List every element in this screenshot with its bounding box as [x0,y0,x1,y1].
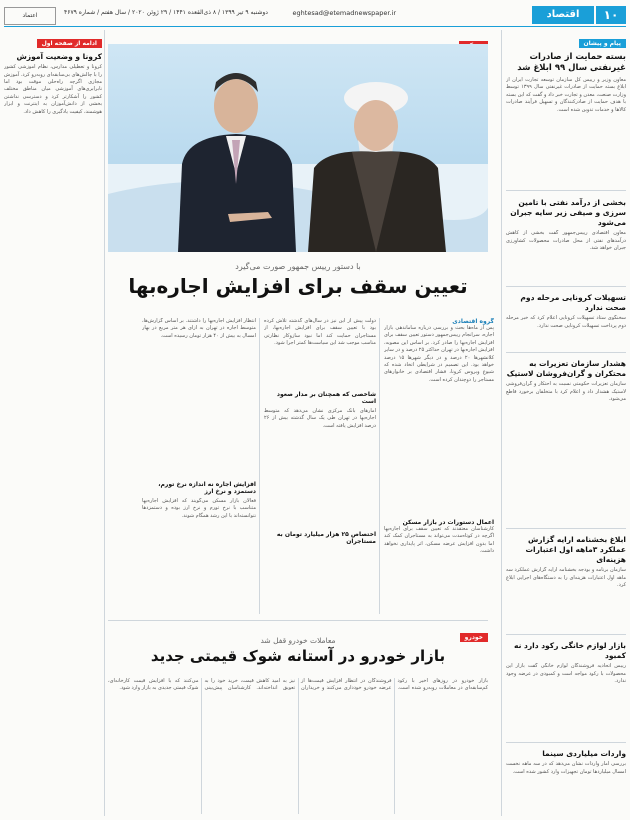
masthead-rule [4,26,626,27]
article-title: کرونا و وضعیت آموزش [16,52,102,61]
news-brief-body: سازمان برنامه و بودجه بخشنامه ارایه گزارش عملکرد سه ماهه اول اعتبارات هزینه‌ای را به دستگاه‌های اجرایی ابلاغ کرد. [506,567,626,589]
masthead [4,6,626,24]
article-body: کرونا و تعطیلی مدارس، نظام آموزشی کشور را با چالش‌های بی‌سابقه‌ای روبه‌رو کرد. آموزش مجازی اگرچه راه‌حلی موقت بود اما نابرابری‌های آموزشی میان مناطق مختلف کشور را آشکارتر کرد و دسترسی نداشتن بخشی از دانش‌آموزان به اینترنت و ابزار هوشمند، کیفیت یادگیری را کاهش داد. [4,64,102,115]
divider [506,286,626,287]
sub-article-body [108,678,488,814]
right-news-column [506,30,626,816]
news-brief-body: بررسی آمار واردات نشان می‌دهد که در سه ماهه نخست امسال میلیاردها تومان تجهیزات وارد کشور شده است. [506,761,626,775]
article-body: کارشناسان معتقدند که تعیین سقف برای اجاره‌بها اگرچه در کوتاه‌مدت می‌تواند به مستاجران کمک کند اما بدون افزایش عرضه مسکن، اثر پایداری نخواهد داشت. [384,526,494,555]
lead-photo-illustration [108,44,488,252]
subheading: اعمال دستورات در بازار مسکن [402,519,494,526]
news-brief [506,532,626,632]
article-body: انتظار افزایش اجاره‌بها را داشتند. بر اساس گزارش‌ها، متوسط اجاره در تهران به ازای هر متر مربع در بهار امسال به بیش از ۴۰ هزار تومان رسیده است. [142,318,256,339]
subheading: افزایش اجاره نه اندازه نرخ تورم، دستمزد و نرخ ارز [158,481,256,495]
divider [506,352,626,353]
news-brief-title: هشدار سازمان تعزیرات به محتکران و گران‌فروشان لاستیک [506,359,626,379]
news-brief-title: تسهیلات کرونایی مرحله دوم صحت ندارد [520,293,626,313]
divider [506,190,626,191]
auto-section-tag: خودرو [460,633,488,642]
section-label: اقتصاد [532,6,594,24]
divider [506,528,626,529]
main-article-col2 [264,318,376,614]
news-brief-title: بسته حمایت از صادرات غیرنفتی سال ۹۹ ابلاغ شد [517,52,626,74]
news-brief [506,49,626,199]
news-brief-title: بخشی از درآمد نفتی با تامین سرزی و صیفی زیر سایه جبران می‌شود [510,198,626,228]
column-divider [501,30,502,816]
news-brief [506,195,626,283]
lead-photo [108,44,488,252]
news-brief [506,638,626,738]
news-brief [506,356,626,526]
news-brief [506,746,626,816]
news-brief [506,290,626,350]
subheading: شاخصی که همچنان بر مدار صعود است [276,391,376,405]
column-divider [379,318,380,614]
article-body: بازار خودرو در روزهای اخیر با رکود کم‌سابقه‌ای در معاملات روبه‌رو شده است. فروشندگان در انتظار افزایش قیمت‌ها از عرضه خودرو خودداری می‌کنند و خریداران نیز به امید کاهش قیمت، خرید خود را به تعویق انداخته‌اند. کارشناسان پیش‌بینی می‌کنند که با افزایش قیمت کارخانه‌ای، شوک قیمتی جدیدی به بازار وارد شود. [108,678,488,692]
main-article-col1 [384,318,494,614]
page-number: ۱۰ [596,6,626,24]
news-brief-title: بازار لوازم خانگی رکود دارد نه کمبود [514,641,626,661]
sub-headline: بازار خودرو در آستانه شوک قیمتی جدید [150,647,446,665]
column-divider [259,318,260,614]
divider [108,620,488,621]
headline-kicker: با دستور رییس جمهور صورت می‌گیرد [235,262,361,271]
article-body: آمارهای بانک مرکزی نشان می‌دهد که متوسط اجاره‌بها در تهران طی یک سال گذشته بیش از ۲۶ درصد افزایش یافته است. [264,408,376,429]
news-brief-title: ابلاغ بخشنامه ارایه گزارش عملکرد ۳ماهه اول اعتبارات هزینه‌ای [525,535,626,565]
divider [506,634,626,635]
news-brief-body: معاون وزیر و رییس کل سازمان توسعه تجارت ایران از ابلاغ بسته حمایت از صادرات غیرنفتی سال ۱۳۹۹ توسط وزارت صنعت، معدن و تجارت خبر داد و گفت که این بسته با هدف حمایت از صادرکنندگان و تسهیل فرآیند صادرات کالاها و خدمات تدوین شده است. [506,76,626,113]
headline-block [108,262,488,298]
byline: گروه اقتصادی [452,318,494,325]
news-brief-body: معاون اقتصادی رییس‌جمهور گفت بخشی از کاهش درآمدهای نفتی از محل صادرات محصولات کشاورزی جبران خواهد شد. [506,230,626,252]
column-divider [104,30,105,816]
news-brief-title: واردات میلیاردی سینما [542,749,626,758]
main-headline: تعیین سقف برای افزایش اجاره‌بها [128,274,468,298]
subheading: اختصاص ۲۵ هزار میلیارد تومان به مستاجران [276,531,376,545]
divider [506,742,626,743]
news-brief-body: سخنگوی ستاد تسهیلات کرونایی اعلام کرد که خبر مرحله دوم پرداخت تسهیلات کرونایی صحت ندارد. [506,315,626,329]
news-brief-body: سازمان تعزیرات حکومتی نسبت به احتکار و گران‌فروشی لاستیک هشدار داد و اعلام کرد با متخلفان برخورد قاطع می‌شود. [506,381,626,403]
date-line: دوشنبه ۹ تیر ۱۳۹۹ / ۸ ذی‌القعده ۱۴۴۱ / ۲۹ ژوئن ۲۰۲۰ / سال هفتم / شماره ۴۶۷۹ [64,9,268,16]
news-brief-body: رییس اتحادیه فروشندگان لوازم خانگی گفت بازار این محصولات با رکود مواجه است و کمبودی در عرضه وجود ندارد. [506,663,626,685]
website-address[interactable]: eghtesad@etemadnewspaper.ir [292,9,396,17]
left-continued-column [4,30,102,816]
article-body: دولت پیش از این نیز در سال‌های گذشته تلاش کرده بود با تعیین سقف برای افزایش اجاره‌بها، از مستاجران حمایت کند اما نبود سازوکار نظارتی مناسب موجب شد این سیاست‌ها کمتر اجرا شود. [264,318,376,347]
sub-headline-block [108,636,488,665]
right-column-tag: پیام و پیشان [579,39,626,48]
article-body: فعالان بازار مسکن می‌گویند که افزایش اجاره‌بها متناسب با نرخ تورم و نرخ ارز بوده و دستمزدها نتوانسته‌اند با این رشد همگام شوند. [142,498,256,519]
article-body: پس از ماه‌ها بحث و بررسی درباره ساماندهی بازار اجاره، سرانجام رییس‌جمهور دستور تعیین سقف برای افزایش اجاره‌بها را صادر کرد. بر اساس این مصوبه، افزایش اجاره‌بها در تهران حداکثر ۲۵ درصد و در سایر کلانشهرها ۲۰ درصد و در دیگر شهرها ۱۵ درصد خواهد بود. این تصمیم در شرایطی اتخاذ شده که شیوع ویروس کرونا، فشار اقتصادی بر خانوارهای مستاجر را دوچندان کرده است. [384,325,494,383]
continued-tag: ادامه از صفحه اول [37,39,102,48]
main-article-col3 [142,318,256,614]
newspaper-logo: اعتماد [4,7,56,25]
sub-kicker: معاملات خودرو قفل شد [260,636,336,645]
